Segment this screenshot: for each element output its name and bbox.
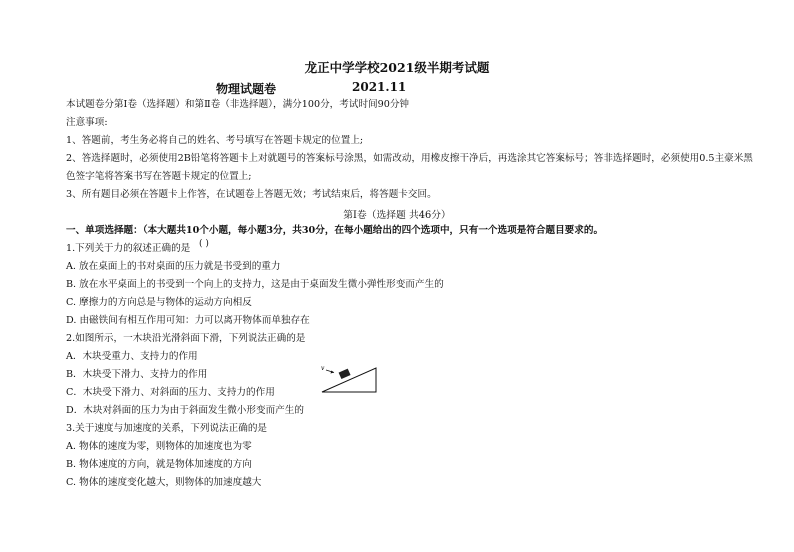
velocity-label: v [321,365,325,372]
exam-subject: 物理试题卷 [216,82,277,96]
exam-title: 龙正中学学校2021级半期考试题 [304,60,490,75]
notice-item-2: 2、答选择题时，必须使用2B铅笔将答题卡上对就题号的答案标号涂黑，如需改动，用橡皮擦干净后，再选涂其它答案标号；答非选择题时，必须使用0.5主豪米黑 [66,153,753,164]
notice-title: 注意事项: [66,117,108,128]
question-3-stem: 3.关于速度与加速度的关系，下列说法正确的是 [66,423,268,434]
question-3-option-b: B. 物体速度的方向，就是物体加速度的方向 [66,459,252,470]
exam-date: 2021.11 [352,80,407,94]
sliding-block [339,369,351,379]
question-1-stem: 1.下列关于力的叙述正确的是 [66,243,191,254]
question-2-option-b: B．木块受下滑力、支持力的作用 [66,369,208,380]
question-2-option-a: A．木块受重力、支持力的作用 [66,351,198,362]
question-3-option-c: C. 物体的速度变化越大，则物体的加速度越大 [66,477,262,488]
question-1-option-c: C. 摩擦力的方向总是与物体的运动方向相反 [66,297,252,308]
notice-item-2-continued: 色签字笔将答案书写在答题卡规定的位置上; [66,171,252,182]
intro-description: 本试题卷分第Ⅰ卷（选择题）和第Ⅱ卷（非选择题），满分100分，考试时间90分钟 [66,99,410,110]
question-3-option-a: A. 物体的速度为零，则物体的加速度也为零 [66,441,252,452]
question-2-option-d: D．木块对斜面的压力为由于斜面发生微小形变而产生的 [66,405,304,416]
question-1-option-b: B. 放在水平桌面上的书受到一个向上的支持力，这是由于桌面发生微小弹性形变而产生的 [66,279,444,290]
question-2-option-c: C．木块受下滑力、对斜面的压力、支持力的作用 [66,387,275,398]
notice-item-1: 1、答题前，考生务必将自己的姓名、考号填写在答题卡规定的位置上; [66,135,364,146]
section-1-instruction: 一、单项选择题：（本大题共10个小题，每小题3分，共30分，在每小题给出的四个选项中，只有一个选项是符合题目要求的。 [66,225,604,236]
inclined-plane-figure [318,364,380,396]
notice-item-3: 3、所有题目必须在答题卡上作答，在试题卷上答题无效；考试结束后，将答题卡交回。 [66,189,437,200]
answer-blank: ( ) [199,239,209,249]
section-1-title: 第Ⅰ卷（选择题 共46分） [343,210,451,221]
question-2-stem: 2.如图所示，一木块沿光滑斜面下滑，下列说法正确的是 [66,333,306,344]
question-1-option-d: D. 由磁铁间有相互作用可知：力可以离开物体而单独存在 [66,315,310,326]
question-1-option-a: A. 放在桌面上的书对桌面的压力就是书受到的重力 [66,261,281,272]
